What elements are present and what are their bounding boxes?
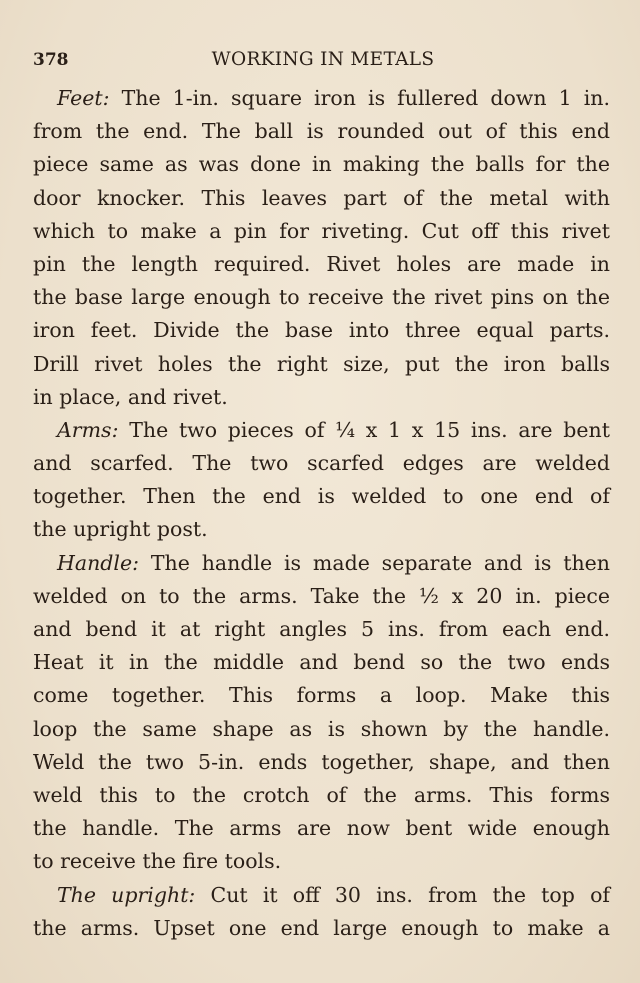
paragraph-label: Handle: [57, 550, 140, 575]
text-line: the handle. The arms are now bent wide enough [33, 816, 610, 841]
text-line: and scarfed. The two scarfed edges are welded [33, 451, 610, 476]
paragraph-label: The upright: [57, 882, 196, 907]
text-line: Feet: The 1-in. square iron is fullered down 1 in. [57, 86, 610, 110]
text-line: weld this to the crotch of the arms. This forms [33, 782, 610, 807]
text-line: which to make a pin for riveting. Cut off this rivet [33, 218, 610, 243]
body-text [33, 82, 610, 945]
paragraph-handle [33, 547, 610, 879]
text-line: come together. This forms a loop. Make this [33, 683, 610, 708]
text-line: the arms. Upset one end large enough to make a [33, 915, 610, 940]
paragraph-arms [33, 414, 610, 547]
text-line: door knocker. This leaves part of the metal with [33, 185, 610, 210]
page-number: 378 [33, 50, 69, 70]
text-line: to receive the fire tools. [33, 849, 282, 874]
running-title: WORKING IN METALS [211, 49, 435, 70]
text-line: Heat it in the middle and bend so the two ends [33, 650, 610, 675]
text-line: iron feet. Divide the base into three equal parts. [33, 318, 610, 343]
paragraph-label: Arms: [57, 417, 119, 442]
text-line: the base large enough to receive the rivet pins on the [33, 285, 610, 310]
text-line: and bend it at right angles 5 ins. from each end. [33, 617, 610, 641]
paragraph-feet [33, 82, 610, 414]
text-line: pin the length required. Rivet holes are made in [33, 251, 610, 276]
text-line: Weld the two 5-in. ends together, shape, and then [33, 749, 610, 774]
text-line: Drill rivet holes the right size, put the iron balls [33, 351, 610, 376]
text-line: the upright post. [33, 517, 208, 542]
text-line: piece same as was done in making the balls for the [33, 152, 610, 177]
text-line: loop the same shape as is shown by the handle. [33, 716, 610, 741]
text-line: Handle: The handle is made separate and is then [57, 550, 610, 575]
text-line: in place, and rivet. [33, 384, 228, 409]
text-line: together. Then the end is welded to one end of [33, 484, 610, 509]
page-header [33, 46, 613, 74]
paragraph-upright [33, 879, 610, 945]
text-line: welded on to the arms. Take the ½ x 20 in. piece [33, 583, 610, 608]
text-line: The upright: Cut it off 30 ins. from the top of [57, 882, 610, 907]
paragraph-label: Feet: [57, 86, 110, 110]
text-line: Arms: The two pieces of ¼ x 1 x 15 ins. are bent [57, 417, 610, 442]
text-line: from the end. The ball is rounded out of this end [33, 119, 610, 144]
